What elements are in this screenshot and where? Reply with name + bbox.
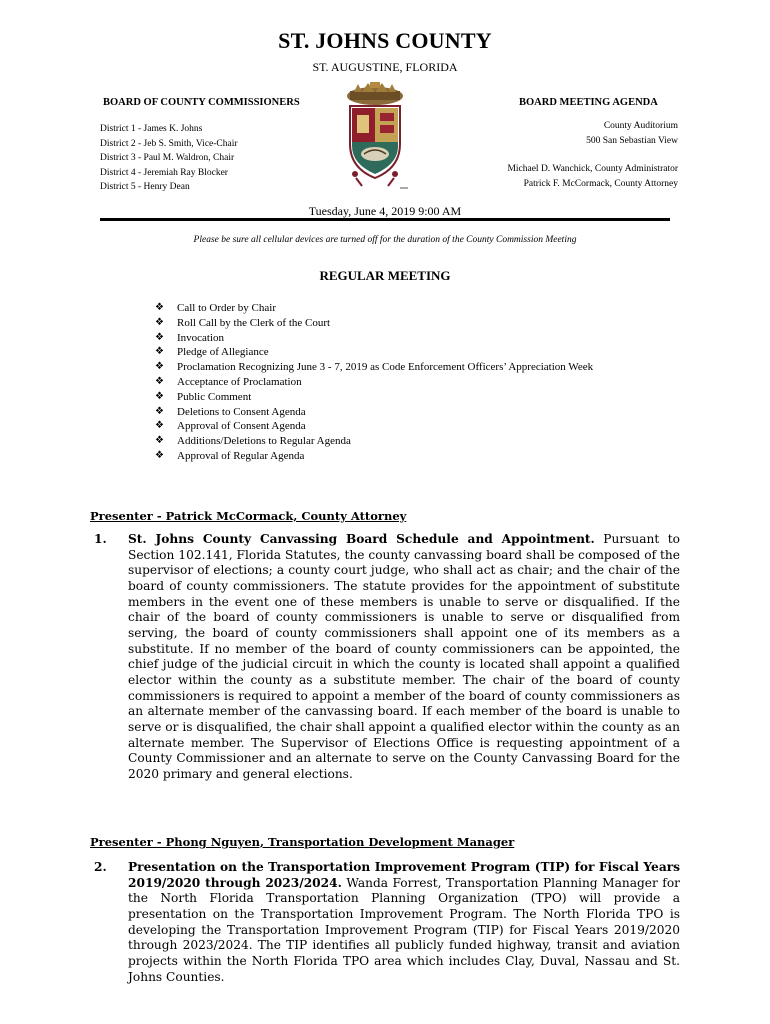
district-line: District 1 - James K. Johns: [100, 124, 203, 134]
list-item: ❖ Call to Order by Chair: [155, 302, 276, 314]
agenda-item-number: 2.: [94, 860, 107, 874]
list-item: ❖ Approval of Regular Agenda: [155, 449, 305, 462]
agenda-item: [90, 860, 680, 985]
diamond-bullet-icon: ❖: [155, 390, 164, 402]
agenda-heading: BOARD MEETING AGENDA: [519, 97, 658, 108]
county-administrator: Michael D. Wanchick, County Administrator: [507, 164, 678, 174]
agenda-item-text: [128, 532, 680, 783]
diamond-bullet-icon: ❖: [155, 346, 164, 358]
county-title: ST. JOHNS COUNTY: [278, 28, 492, 53]
presenter-heading: Presenter - Patrick McCormack, County Attorney: [90, 509, 407, 523]
diamond-bullet-icon: ❖: [155, 435, 164, 447]
agenda-item: [90, 532, 680, 783]
agenda-item-description: Wanda Forrest, Transportation Planning Manager for the North Florida Transportation Planning Organization (TPO) will provide a presentation on the Transportation Improvement Program. The North Florida TPO is developing the Transportation Improvement Program (TIP) for Fiscal Years 2019/2020 through 2023/2024. The TIP identifies all publicly funded highway, transit and aviation projects within the North Florida TPO area which includes Clay, Duval, Nassau and St. Johns Counties.: [128, 875, 680, 984]
agenda-item-description: Pursuant to Section 102.141, Florida Statutes, the county canvassing board shall be composed of the supervisor of elections; a county court judge, who shall act as chair; and the chair of the board of county commissioners. The statute provides for the appointment of substitute members in the event one of these members is unable to serve or disqualified. If the chair of the board of county commissioners is unable to serve or disqualified from serving, the board of county commissioners shall appoint one of its members as a substitute. If no member of the board of county commissioners can be appointed, the chief judge of the judicial circuit in which the county is located shall appoint a qualified elector within the county as a substitute member. The chair of the board of county commissioners is required to appoint a member of the board of county commissioners as an alternate member of the canvassing board. If each member of the board is unable to serve or is disqualified, the chair shall appoint a qualified elector within the county as an alternate member. The Supervisor of Elections Office is requesting appointment of a County Commissioner and an alternate to serve on the County Canvassing Board for the 2020 primary and general elections.: [128, 532, 680, 781]
district-line: District 4 - Jeremiah Ray Blocker: [100, 167, 228, 178]
diamond-bullet-icon: ❖: [155, 420, 164, 432]
list-item: ❖ Proclamation Recognizing June 3 - 7, 2019 as Code Enforcement Officers’ Appreciation Week: [155, 361, 594, 374]
agenda-item-number: 1.: [94, 532, 107, 546]
diamond-bullet-icon: ❖: [155, 375, 164, 387]
header-divider: [100, 218, 670, 221]
venue-block: [586, 119, 678, 148]
presenter-heading: Presenter - Phong Nguyen, Transportation Development Manager: [90, 835, 515, 849]
cell-device-notice: Please be sure all cellular devices are turned off for the duration of the County Commission Meeting: [193, 235, 577, 245]
venue-address: 500 San Sebastian View: [586, 135, 678, 146]
agenda-item-title: St. Johns County Canvassing Board Schedule and Appointment.: [128, 532, 595, 546]
list-item: ❖ Public Comment: [155, 390, 252, 403]
list-item: ❖ Approval of Consent Agenda: [155, 420, 306, 433]
list-item: ❖ Acceptance of Proclamation: [155, 375, 302, 388]
diamond-bullet-icon: ❖: [155, 302, 164, 313]
diamond-bullet-icon: ❖: [155, 449, 164, 461]
diamond-bullet-icon: ❖: [155, 405, 164, 417]
regular-meeting-title: REGULAR MEETING: [319, 268, 451, 283]
district-line: District 5 - Henry Dean: [100, 182, 190, 193]
board-heading: BOARD OF COUNTY COMMISSIONERS: [103, 97, 300, 108]
diamond-bullet-icon: ❖: [155, 316, 164, 328]
diamond-bullet-icon: ❖: [155, 361, 164, 373]
list-item: ❖ Deletions to Consent Agenda: [155, 405, 306, 418]
staff-block: [507, 162, 678, 191]
district-line: District 2 - Jeb S. Smith, Vice-Chair: [100, 138, 238, 149]
district-list: [100, 122, 238, 195]
city-line: ST. AUGUSTINE, FLORIDA: [312, 60, 458, 74]
list-item: ❖ Roll Call by the Clerk of the Court: [155, 316, 331, 329]
list-item: ❖ Pledge of Allegiance: [155, 346, 269, 359]
opening-items-list: [155, 301, 593, 464]
agenda-item-title: Presentation on the Transportation Improvement Program (TIP) for Fiscal Years 2019/2020 through 2023/2024.: [128, 860, 680, 890]
county-attorney: Patrick F. McCormack, County Attorney: [523, 178, 678, 189]
list-item: ❖ Additions/Deletions to Regular Agenda: [155, 435, 351, 448]
county-seal-icon: [342, 82, 408, 194]
agenda-item-text: [128, 860, 680, 985]
list-item: ❖ Invocation: [155, 331, 225, 344]
district-line: District 3 - Paul M. Waldron, Chair: [100, 153, 235, 164]
meeting-date: Tuesday, June 4, 2019 9:00 AM: [308, 204, 462, 218]
diamond-bullet-icon: ❖: [155, 331, 164, 343]
venue-name: County Auditorium: [603, 121, 678, 131]
